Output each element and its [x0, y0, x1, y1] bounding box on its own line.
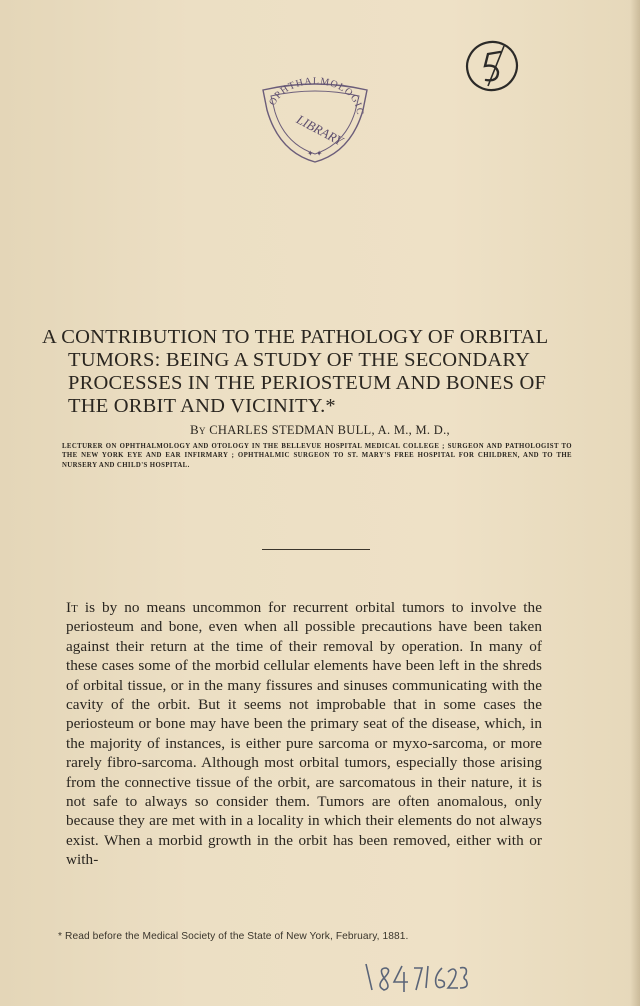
- library-stamp: [255, 70, 375, 170]
- svg-text:OPHTHALMOLOGICAL: OPHTHALMOLOGIC: [267, 75, 366, 117]
- author-affiliation: LECTURER ON OPHTHALMOLOGY AND OTOLOGY IN THE BELLEVUE HOSPITAL MEDICAL COLLEGE ; SURGEON AND PATHOLOGIST TO THE NEW YORK EYE AND EAR INFIRMARY ; OPHTHALMIC SURGEON TO ST. MARY'S FREE HOSPITAL FOR CHILDREN, AND TO THE NURSERY AND CHILD'S HOSPITAL.: [62, 443, 572, 469]
- body-text: is by no means uncommon for recurrent orbital tumors to involve the periosteum and bone, even when all possible precautions have been taken against their return at the time of their removal by operation. In many of these cases some of the morbid cellular elements have been left in the shreds of orbital tissue, or in the many fissures and sinuses communicating with the cavity of the orbit. But it seems not improbable that in some cases the periosteum or bone may have been the primary seat of the disease, which, in the majority of instances, is either pure sarcoma or myxo-sarcoma, or more rarely fibro-sarcoma. Although most orbital tumors, especially those arising from the connective tissue of the orbit, are sarcomatous in their nature, it is not safe to always so consider them. Tumors are often anomalous, only because they are met with in a locality in which their elements do not always exist. When a morbid growth in the orbit has been removed, either with or with-: [66, 599, 542, 869]
- page-edge-shadow: [630, 0, 640, 1006]
- title-line-3: PROCESSES IN THE PERIOSTEUM AND BONES OF: [68, 372, 547, 394]
- svg-text:✦ ✦: ✦ ✦: [307, 149, 323, 158]
- author-byline: [0, 422, 640, 438]
- article-title: [42, 326, 602, 418]
- byline-prefix: By: [190, 422, 206, 437]
- title-line-4: THE ORBIT AND VICINITY.*: [68, 395, 336, 417]
- body-first-word: It: [66, 599, 78, 616]
- footnote: * Read before the Medical Society of the State of New York, February, 1881.: [58, 931, 409, 942]
- body-paragraph: [66, 598, 542, 870]
- handwritten-corner-mark: [458, 36, 522, 96]
- author-name: CHARLES STEDMAN BULL, A. M., M. D.,: [209, 423, 450, 437]
- title-line-1: A CONTRIBUTION TO THE PATHOLOGY OF ORBITAL: [42, 326, 549, 348]
- title-line-2: TUMORS: BEING A STUDY OF THE SECONDARY: [68, 349, 531, 371]
- section-divider: [262, 549, 370, 550]
- svg-text:LIBRARY: LIBRARY: [294, 111, 346, 149]
- handwritten-catalog-number: [362, 958, 472, 998]
